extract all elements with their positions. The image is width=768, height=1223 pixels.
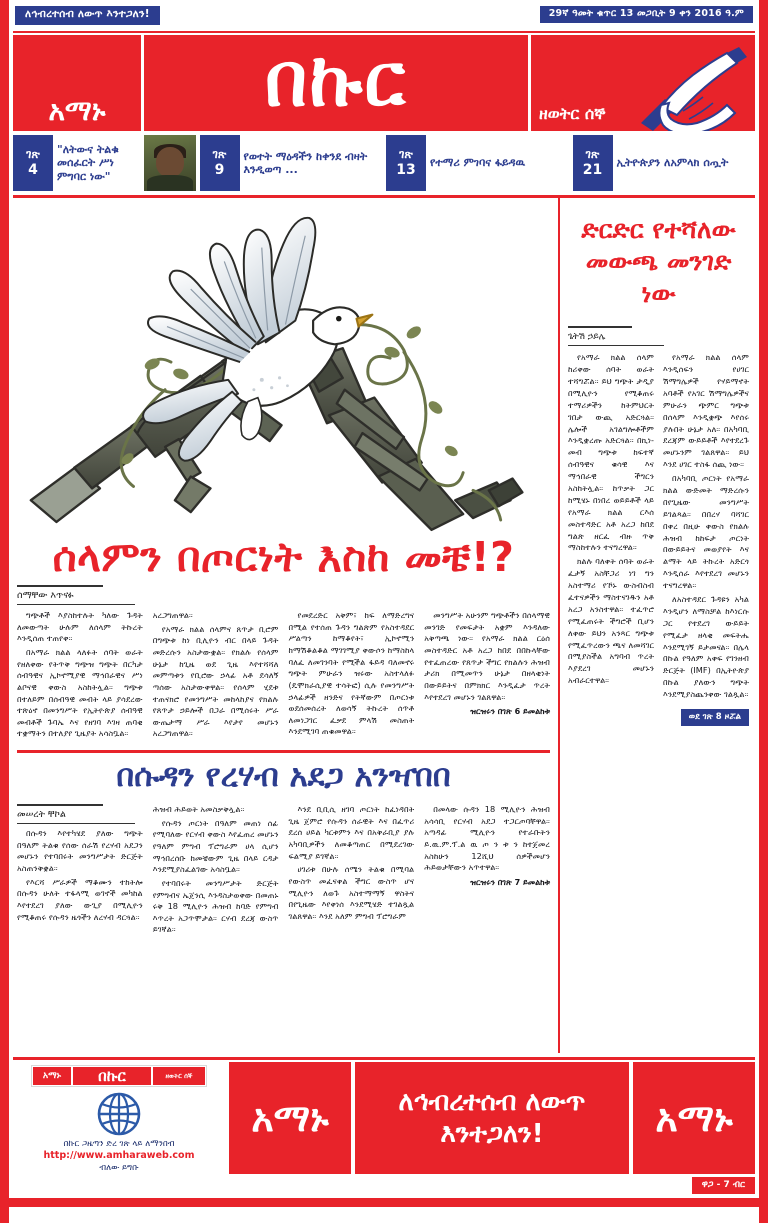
sidebar-byline-rule-bottom	[568, 345, 664, 347]
paragraph: በአማራ ክልል ላለፉት ሰባት ወራት የዘለቀው የትጥቅ ግጭዝ ግጭት በርካታ ሰብዓዊና ኢኮኖሚያዊ ማኅበራዊና ሥነ ልቦናዊ ቀውስ አስከትሏል። ግጭቱ በተለይም በሰብዓዊ መብት ላይ ያሳደረው ተጽዕኖ በመንግሥት የኢትዮጵያ ሰብዓዊ መብቶች ጉባኤ እና የዘገባ እገዛ ጠባቂ ተቋማትን በተለያየ ጊዜያት አሳስቧል።	[17, 646, 143, 739]
footer-web-line1: በኩር ጋዜጣን ድረ ገጽ ላይ ለማንበብ	[63, 1139, 175, 1149]
paragraph: በመላው ሱዳን 18 ሚሊዮን ሕዝብ አሳሳቢ የርሃብ አደጋ ተጋርጦባቸዋል። አጣዳፊ ሚሊዮን የተራቡትን ይ.ዉ.ም.ፕ.ል ዉ ጦ ን ቱ ን ከተጀመረ አስከሁን 12ሺህ ሰዎችመሆን ሕይወታቸውን አጥተዋል።	[424, 804, 550, 873]
paragraph: ክልሉ ባለቀት ሰባት ወራት ፈታኝ አስቸጋሪ ነገ ግን አስተማሪ የኾኑ ውስብስብ ፈተናዎችን ማስተናገዱን አቶ አረጋ አንስተዋል። ተፈጥሮ የሚፈጠሩት ችግሮች ቢሆን ለቀው ይህን አንጻር ግጭቱ የሚፈጥረውን ጫና ለመሻገር በሚያስችል አግባብ ጥረት እያደረገ መሆኑን አብራርተዋል።	[568, 556, 655, 686]
sidebar-column-right	[663, 352, 749, 703]
sidebar-column	[558, 198, 755, 1053]
teaser-item[interactable]	[200, 135, 383, 191]
sidebar-article-columns	[568, 352, 749, 703]
teaser-page-label: ገጽ	[585, 147, 600, 162]
portrait-head	[156, 147, 184, 177]
lead-jump-line[interactable]: ዝርዝሩን በገጽ 6 ይመልከቱ	[470, 707, 550, 717]
footer-web-block	[13, 1062, 225, 1174]
lead-article-columns	[17, 610, 550, 742]
teaser-page-box	[386, 135, 426, 191]
paragraph: ለአስተዳደር ጉዳዩን አካል እንዲሆን ለማስቻል ከእነርሱ ጋር የተደረገ ውይይት የሚፈታ ዘላቂ መፍትሔ እንደሚገኝ ይታመናል። በሌላ በኩል የዓለም አቀፍ የገንዘብ ድርጅት (IMF) በኢትዮጵያ በኩል ያለውን ግጭት እንደሚያስጨንቀው ገልጿል።	[663, 594, 750, 700]
teaser-page-box	[13, 135, 53, 191]
footer-amnu-left: አማኑ	[229, 1062, 351, 1174]
teaser-page-number: 4	[28, 161, 38, 178]
teaser-item[interactable]	[386, 135, 569, 191]
masthead-left-word: አማኑ	[48, 94, 106, 127]
newspaper-title: በኩር	[264, 37, 408, 124]
teaser-page-box	[200, 135, 240, 191]
article-column	[153, 804, 279, 938]
sidebar-continue-box[interactable]: ወደ ገጽ 8 ዞሯል	[681, 709, 749, 726]
second-story-divider	[17, 750, 550, 753]
mini-masthead-title: በኩር	[73, 1067, 151, 1085]
hand-writing-pen-icon	[631, 45, 751, 131]
paragraph: ሕዝብ ሕይወት አመስቃቅሏል።	[152, 804, 245, 815]
sidebar-headline: ድርድር የተሻለው መውጫ መንገድ ነው	[581, 215, 736, 308]
dove-over-crossed-rifles-illustration	[17, 202, 550, 532]
article-column	[289, 610, 415, 742]
bottom-red-bar	[9, 1198, 759, 1207]
teaser-item[interactable]	[573, 135, 756, 191]
paragraph: የተባበሩት መንግሥታት ድርጅት የምግብና ኤጀንሲ እንዳስታወቀው በመጠኑ ሩቅ 18 ሚሊዮን ሕዝብ ከባድ የምግብ እጥረት አጋጥሞታል። ርሃብ ደረጃ ውስጥ ይገኛል።	[152, 877, 279, 935]
mini-masthead-left: አማኑ	[33, 1067, 71, 1085]
masthead	[13, 35, 755, 131]
footer-web-line3: ብለው ይግቡ	[99, 1162, 139, 1173]
article-column	[153, 610, 279, 742]
byline-rule-bottom	[17, 823, 135, 825]
article-column	[424, 610, 550, 742]
second-byline-block	[17, 804, 143, 824]
sidebar-column-left	[568, 352, 654, 703]
footer-web-url[interactable]: http://www.amharaweb.com	[43, 1150, 195, 1162]
banner-divider-rule	[13, 31, 755, 33]
teaser-headline: "ለትውና ትልቁ መሰፈርት ሥነ ምግባር ነው"	[57, 142, 119, 183]
paragraph: መንግሥት አሁንም ግጭቶችን በሰላማዊ መንገድ የመፍታት አቋም እንዳለው አቅጣጫ ነው። የአማራ ክልል ርዕሰ መስተዳድር አቶ አረጋ ከበደ በበኩላቸው የተፈጠረው የጸጥታ ችግር የክልሉን ሕዝብ ታሪክ በሚመጥን ሁኔታ በዘላቂነት በውይይትና በምክክር እንዲፈታ ጥረት እየተደረገ መሆኑን ገልጸዋል።	[424, 610, 550, 702]
byline-rule-top	[17, 804, 103, 806]
top-banner-strip	[9, 0, 759, 30]
paragraph: የአማራ ክልል ሰላም እንዲሰፍን የሀገር ሽማግሌዎች የሃይማኖት አባቶች የአገር ሽማግሌዎችና ምሁራን ጭምር ግጭቱ በሰላም እንዲቋጭ እየሰሩ ያሉበት ሁኔታ አለ። በአካባቢ ደረጃም ውይይቶች እየተደረጉ መሆኑንም ገልጸዋል። ይህ እንደ ሀገር ተስፋ ሰጪ ነው።	[663, 352, 750, 470]
teaser-item[interactable]	[13, 135, 196, 191]
teaser-page-number: 21	[582, 161, 603, 178]
paragraph: የሱዳን ጦርነት በዓለም መጠነ ሰፊ የሚባለው የርሃብ ቀውስ እየፈጠረ መሆኑን የዓለም ምግብ ፕሮግራም ሀላ ሲሆን ማኅበረሰቡ ከመቼውም ጊዜ በላይ ርዳታ እንደሚያስፈልገው አሳስቧል።	[152, 817, 279, 875]
article-column	[17, 610, 143, 742]
paragraph: እንደ ቢቢሲ ዘገባ ጦርነት ከፈነዳበት ጊዜ ጀምሮ የሱዳን ሰራዊት እና በፈጥሪ ደረሰ ሀይል ካርቱምን እና በአቅራቢያ ያሉ አካባቢዎችን ለመቆጣጠር በሚደረገው ፍልሚያ ይገኛል።	[288, 804, 415, 861]
paragraph: የእርሻ ሥራዎች ማቆሙን ተከትሎ በሱዳን ሁለት ተፋላሚ ወገኖች መካከል እየተደረገ ያለው ውጊያ በሚሊዮን የሚቆጠሩ የሱዳን ዜጎችን ለረሃብ ዳርጓል።	[17, 876, 143, 922]
lead-headline: ሰላምን በጦርነት እስከ መቼ!?	[52, 533, 515, 581]
teaser-page-label: ገጽ	[399, 147, 413, 162]
teaser-page-label: ገጽ	[26, 147, 40, 162]
second-jump-line[interactable]: ዝርዝሩን በገጽ 7 ይመልከቱ	[470, 877, 550, 887]
teaser-headline: ኢትዮጵያን ለአምላክ ሰጧት	[616, 156, 729, 170]
footer-price-row	[13, 1177, 755, 1194]
issue-date-tag: 29ኛ ዓመት ቁጥር 13 መጋቢት 9 ቀን 2016 ዓ.ም	[540, 6, 753, 23]
masthead-title-block	[144, 35, 528, 131]
article-column	[17, 804, 143, 938]
article-column	[289, 804, 415, 938]
masthead-left-block	[13, 35, 141, 131]
masthead-slogan-tag: ለኅብረተሰብ ለውጥ እንተጋለን!	[15, 6, 160, 25]
second-story-columns	[17, 804, 550, 938]
footer-mini-masthead	[31, 1065, 207, 1087]
price-tag: ዋጋ - 7 ብር	[692, 1177, 755, 1194]
footer-divider-rule	[13, 1057, 755, 1060]
second-byline-name: መሠረት ቸኮል	[17, 808, 66, 820]
portrait-body	[147, 175, 193, 191]
second-story-headline: በሱዳን የረሃብ አደጋ አንዣበበ	[116, 757, 451, 794]
teaser-page-label: ገጽ	[212, 147, 227, 162]
paragraph: የአማራ ክልል ሰላምና ጸጥታ ቢሮም በግጭቱ ከነ ቢሊዮን ብር በላይ ጉዳት መድረሱን አስታውቋል። የክልሉ የሰላም ሁኔታ ከጊዜ ወደ ጊዜ እየተሻሻለ መምጣቱን የቢሮው ኃላፊ አቶ ደሳለኝ ጣሰው አስታውቀዋል። የሰላም ሂደቱ ተጠናክሮ የመንግሥት መከላከያና የክልሉ የጸጥታ ኃይሎች በጋራ በሚሰሩት ሥራ ውጤታማ ሥራ እየታየ መሆኑን አረጋግጠዋል።	[152, 623, 279, 739]
footer-slogan: ለኅብረተሰብ ለውጥ እንተጋለን!	[355, 1062, 629, 1174]
teaser-headline: የወተት ማዕዳችን ከቀንደ ብዛት እንዲወጣ ...	[243, 149, 368, 176]
teaser-portrait-photo	[144, 135, 196, 191]
paragraph: በሱዳን እየተካሄደ ያለው ግጭት በዓለም ትልቁ የሰው ሰራሽ የረሃብ አደጋን መሆኑን የተባበሩት መንግሥታት ድርጅት አስጠንቅቋል።	[17, 828, 143, 873]
footer	[13, 1062, 755, 1174]
footer-amnu-right: አማኑ	[633, 1062, 755, 1174]
lead-byline-block	[17, 585, 550, 605]
teaser-bar	[13, 135, 755, 191]
teaser-page-box	[573, 135, 613, 191]
main-column	[13, 198, 558, 1053]
teaser-headline: የተማሪ ምገባና ፋይዳዉ	[430, 156, 526, 170]
mini-masthead-right: ዘወትር ሰኞ	[153, 1067, 205, 1085]
sidebar-byline-rule-top	[568, 326, 632, 328]
teaser-page-number: 9	[214, 161, 225, 178]
paragraph: ሀገሪቱ በሁሉ ሰሜን ትልቁ በሚባል የውስጥ መፈናቀል ችግር ውስጥ ሆና ሚሊዮን ለወጉ አስተማማኝ ዋስትና በየጊዜው እየቀነሰ እንደሚሄድ ተገልጿል ገልጸዋል። እንደ አለም ምግብ ፕሮግራም	[288, 864, 415, 921]
masthead-subtitle: ዘወትር ሰኞ	[539, 104, 606, 123]
lead-byline-name: ሰማቸው እጥናፉ	[17, 589, 74, 601]
paragraph: የመደረድር አቅም፣ ከፍ ለማድረግና በሚል የተሰጠ ጉዳን ግልጽም የአስተዳደር ሥልጣን ከማቆየት፣ ኢኮኖሚን ከማሽቆልቆል ማገገሚያ ቀውሶን ከማስከላ ባለፈ ለመገንባት የሚችል ፋይዳ ባለመኖሩ ግጭት ምሁራን ዝሩው አስተላለፉ (ዴሞክራሲያዊ ተሳትፎ) ሲሉ የመንግሥት ኃላፊዎች ዘንድና የትኛውም በጦርነቱ ወደሰመሰረት ለወሳኝ ትኩረት ሰጥቶ ለመነጋገር ፈቃደ ምላሽ መስጠት እንደሚገባ ጠቁመዋል።	[288, 610, 415, 737]
teaser-page-number: 13	[396, 161, 416, 178]
paragraph: ግጭቶች እያስከተሉት ካለው ጉዳት ለመውጣት ሁሉም ለሰላም ትኩረት እንዲሰጠ ተጠየቀ።	[17, 610, 143, 644]
paragraph: የአማራ ክልል ሰላም ከሪቀው ሰባት ወራት ተሻግሯል። ይህ ግጭት ታዲያ በሚሊዮን የሚቆጠሩ ተማሪዎችን ከትምህርት ገበታ ውጪ አድርጓል። ሌሎች አገልግሎቶችም እንዲቋረጡ አድርጓል። በኪነ-መብ ግጭቱ ከፍተኛ ሰብዓዊና ቁሳዊ እና ማኅበራዊ ችግርን አስከትሏል። ከጥቃት ጋር ከሚሄኑ በነበረ ወይይቶች ላይ የአማራ ክልል ርእሰ መስተዳድር አቶ አረጋ ከበደ ግልጽ ዘርፈ ብዙ ጥቅ ማስከተሉን ተናግረዋል።	[568, 352, 655, 553]
article-column	[424, 804, 550, 938]
paragraph: በአካባቢ ጦርነት የአማራ ክልል ውድመት ማድረሱን በየጊዜው መንግሥት ይገልጻል። በበረሃ ባሻገር በቀረ በዚሁ ቀውስ የክልሉ ሕዝብ ከከፍታ ጦርነት በውይይትና መወያየት እና ልማት ላይ ትኩረት አድርጎ እንዲሰራ እየተደረገ መሆኑን ተናግረዋል።	[663, 473, 750, 591]
byline-rule-bottom	[17, 604, 135, 606]
page-body	[13, 198, 755, 1053]
byline-rule-top	[17, 585, 103, 587]
masthead-right-block	[531, 35, 755, 131]
paragraph: አረጋግጠዋል።	[152, 610, 193, 621]
sidebar-byline-name: ጌትሽ ኃይሌ	[568, 331, 606, 342]
globe-icon	[93, 1091, 145, 1137]
